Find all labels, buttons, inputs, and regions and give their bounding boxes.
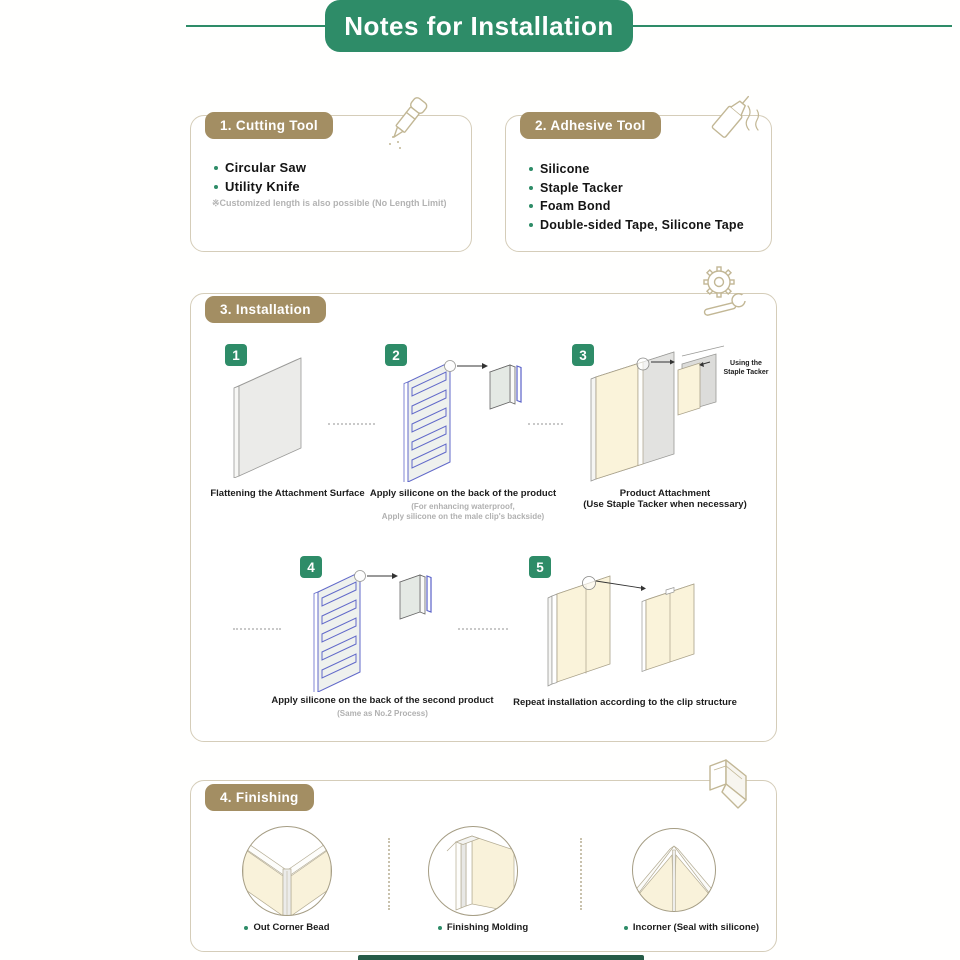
finishing-molding-illustration	[426, 824, 520, 918]
cutting-note: ※Customized length is also possible (No Length Limit)	[212, 198, 447, 208]
bullet-icon	[529, 186, 533, 190]
corner-bead-icon	[702, 756, 756, 814]
utility-knife-icon	[378, 92, 438, 152]
bullet-icon	[529, 223, 533, 227]
step5-caption	[505, 697, 745, 708]
subtext-line: (Same as No.2 Process)	[337, 709, 428, 718]
list-item-label: Staple Tacker	[540, 180, 623, 195]
label-text: Finishing Molding	[446, 922, 529, 933]
step-badge-2: 2	[385, 344, 407, 366]
caption-text: (Use Staple Tacker when necessary)	[583, 499, 747, 510]
step4-silicone-illustration	[310, 562, 435, 692]
cutting-tool-list	[214, 158, 306, 196]
bullet-icon	[214, 166, 218, 170]
list-item	[214, 177, 306, 196]
caption-text: Repeat installation according to the clip structure	[513, 697, 737, 708]
dotted-separator	[458, 628, 508, 630]
footer-bar	[358, 955, 644, 960]
step1-flat-surface-illustration	[225, 348, 310, 478]
staple-tacker-annotation	[720, 359, 772, 377]
adhesive-tool-label: 2. Adhesive Tool	[520, 112, 661, 139]
list-item-label: Utility Knife	[225, 179, 300, 194]
bullet-icon	[529, 204, 533, 208]
step-badge-4: 4	[300, 556, 322, 578]
annotation-line: Staple Tacker	[723, 369, 769, 376]
caption-text: Flattening the Attachment Surface	[210, 488, 365, 499]
dotted-separator	[233, 628, 281, 630]
caption-text: Apply silicone on the back of the product	[369, 488, 557, 499]
out-corner-bead-illustration	[240, 824, 334, 918]
step3-attachment-illustration	[586, 342, 726, 492]
installation-label: 3. Installation	[205, 296, 326, 323]
label-text: Incorner (Seal with silicone)	[632, 922, 760, 933]
incorner-illustration	[630, 826, 718, 914]
adhesive-tool-list	[529, 160, 744, 234]
gear-wrench-icon	[692, 260, 756, 322]
bullet-icon	[214, 185, 218, 189]
step3-caption	[565, 488, 765, 510]
finishing-item-label	[413, 922, 553, 933]
label-text: Out Corner Bead	[253, 922, 330, 933]
page-title: Notes for Installation	[325, 0, 633, 52]
step1-caption	[200, 488, 375, 499]
list-item	[529, 216, 744, 235]
bullet-icon	[624, 926, 628, 930]
dotted-separator	[528, 423, 563, 425]
annotation-line: Using the	[730, 360, 762, 367]
bullet-icon	[438, 926, 442, 930]
cutting-tool-label: 1. Cutting Tool	[205, 112, 333, 139]
subtext-line: (For enhancing waterproof,	[411, 502, 515, 511]
bullet-icon	[529, 167, 533, 171]
step-badge-3: 3	[572, 344, 594, 366]
dotted-separator	[328, 423, 375, 425]
step-badge-5: 5	[529, 556, 551, 578]
subtext-line: Apply silicone on the male clip's backside)	[381, 512, 545, 521]
finishing-item-label	[227, 922, 347, 933]
list-item	[529, 197, 744, 216]
dashed-divider	[580, 838, 582, 910]
silicone-tube-icon	[698, 86, 766, 154]
step4-caption	[270, 695, 495, 719]
bullet-icon	[244, 926, 248, 930]
dashed-divider	[388, 838, 390, 910]
caption-text: Apply silicone on the back of the second product	[271, 695, 494, 706]
step2-caption	[363, 488, 563, 522]
step-badge-1: 1	[225, 344, 247, 366]
list-item-label: Circular Saw	[225, 160, 307, 175]
list-item-label: Double-sided Tape, Silicone Tape	[540, 217, 744, 232]
finishing-item-label	[609, 922, 774, 933]
list-item	[529, 179, 744, 198]
caption-text: Product Attachment	[619, 488, 711, 499]
step2-silicone-illustration	[400, 352, 525, 482]
finishing-label: 4. Finishing	[205, 784, 314, 811]
list-item	[529, 160, 744, 179]
list-item-label: Foam Bond	[540, 199, 611, 214]
caption-subtext	[270, 709, 495, 719]
list-item	[214, 158, 306, 177]
step5-repeat-illustration	[542, 558, 702, 693]
caption-subtext	[363, 502, 563, 522]
list-item-label: Silicone	[540, 162, 590, 177]
